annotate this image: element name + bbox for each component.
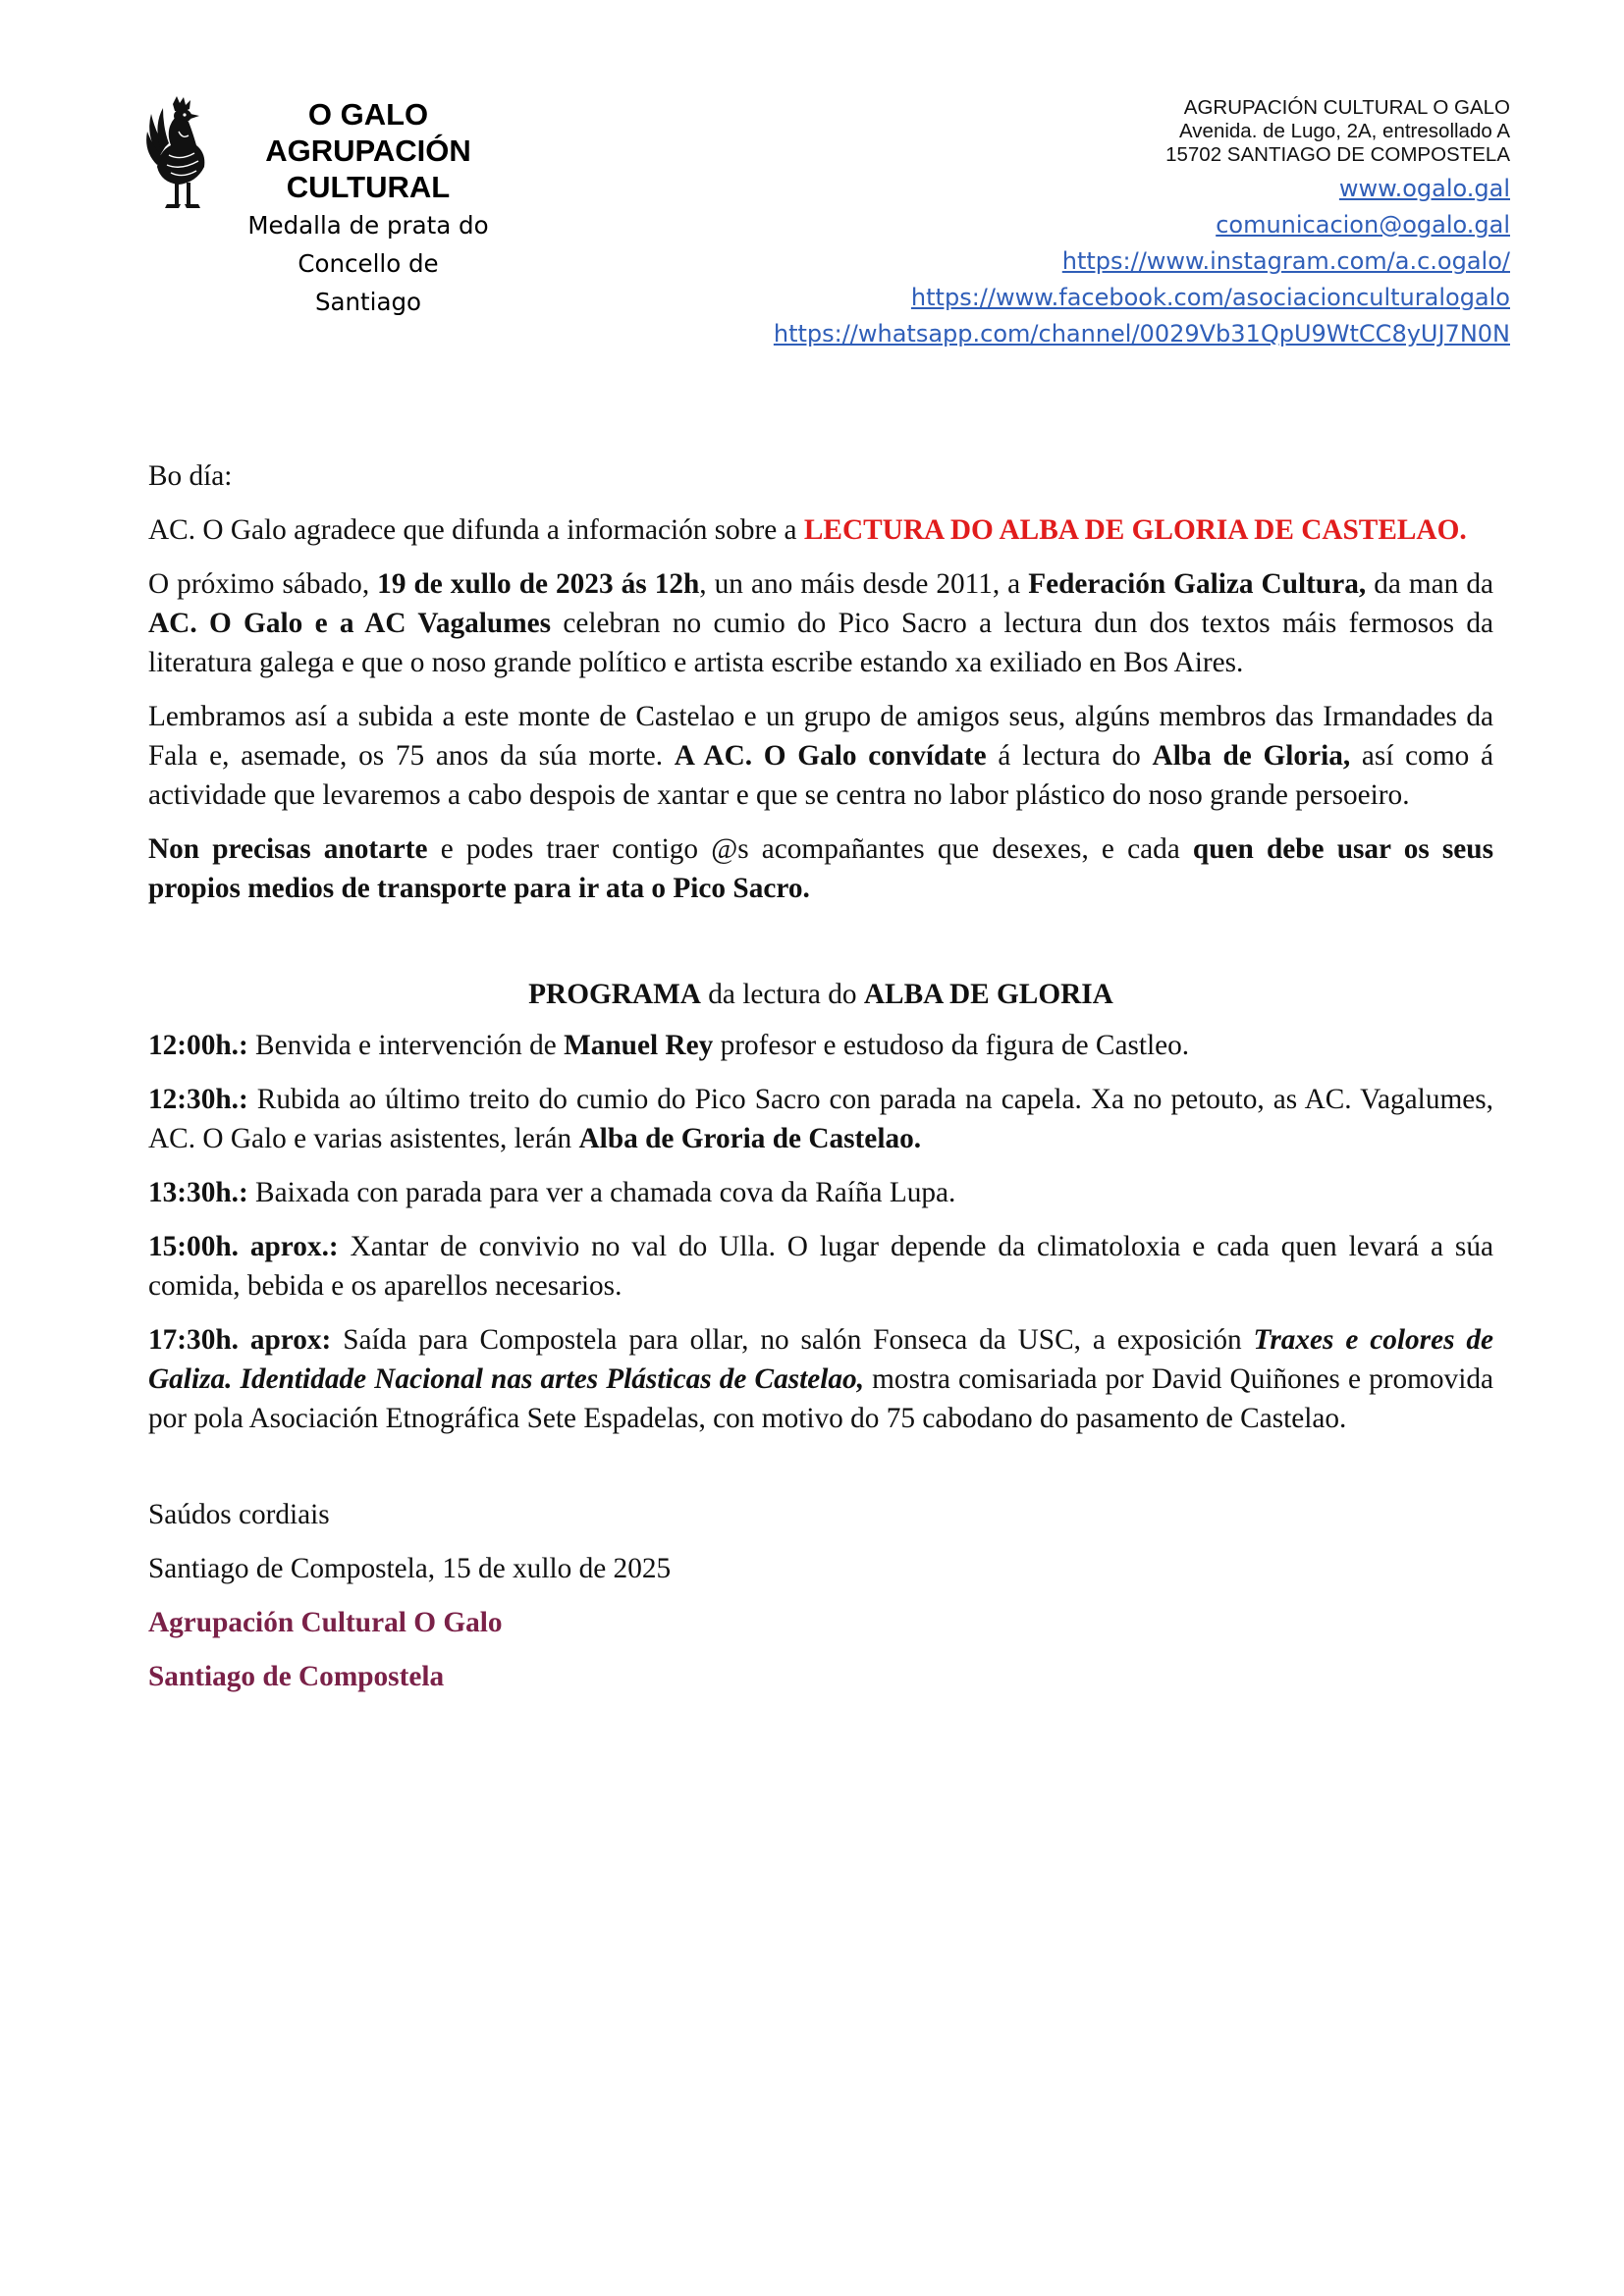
transport-notice: quen debe usar os seus propios medios de transporte para ir ata o Pico Sacro. — [148, 833, 1494, 904]
invitation-text: A AC. O Galo convídate — [674, 740, 987, 772]
instagram-link[interactable]: https://www.instagram.com/a.c.ogalo/ — [1061, 247, 1510, 275]
no-registration-text: Non precisas anotarte — [148, 833, 428, 865]
event-paragraph — [148, 564, 1493, 682]
programme-work: ALBA DE GLORIA — [863, 979, 1113, 1010]
text-span: e podes traer contigo @s acompañantes que desexes, e cada — [427, 833, 1193, 865]
greeting: Bo día: — [148, 460, 233, 492]
org-subtitle-line: Concello de — [298, 249, 439, 278]
event-date: 19 de xullo de 2023 ás 12h — [377, 568, 700, 600]
address-line: Avenida. de Lugo, 2A, entresollado A — [1179, 120, 1510, 142]
programme-label: PROGRAMA — [528, 979, 701, 1010]
org-name-line: O GALO — [307, 97, 429, 132]
signature-city: Santiago de Compostela — [148, 1661, 445, 1692]
text-span: Benvida e intervención de — [247, 1030, 565, 1061]
schedule-item — [148, 1227, 1493, 1306]
text-span: mostra comisariada por David Quiñones e promovida por pola Asociación Etnográfica Sete Espadelas, con motivo do 75 cabodano do pasamento de Castelao. — [148, 1363, 1493, 1434]
event-title: LECTURA DO ALBA DE GLORIA DE CASTELAO. — [803, 514, 1467, 546]
org-name-line: AGRUPACIÓN — [265, 133, 471, 168]
text-span: Rubida ao último treito do cumio do Pico Sacro con parada na capela. Xa no petouto, as AC. Vagalumes, AC. O Galo e varias asistentes, lerán — [148, 1084, 1493, 1154]
notice-paragraph — [148, 829, 1493, 908]
text-span: da lectura do — [700, 979, 864, 1010]
website-link[interactable]: www.ogalo.gal — [1338, 175, 1510, 202]
exhibition-title: Traxes e colores de Galiza. Identidade Nacional nas artes Plásticas de Castelao, — [148, 1324, 1494, 1395]
letter-body — [148, 456, 1493, 1696]
memory-paragraph — [148, 697, 1493, 815]
speaker-name: Manuel Rey — [564, 1030, 714, 1061]
schedule-time: 17:30h. aprox: — [148, 1324, 332, 1356]
date-line: Santiago de Compostela, 15 de xullo de 2025 — [148, 1553, 672, 1584]
contact-block — [626, 96, 1510, 352]
org-subtitle-line: Medalla de prata do — [247, 211, 489, 240]
text-span: , un ano máis desde 2011, a — [699, 568, 1029, 600]
schedule-time: 12:00h.: — [148, 1030, 248, 1061]
schedule-time: 13:30h.: — [148, 1177, 248, 1208]
text-span: Saída para Compostela para ollar, no salón Fonseca da USC, a exposición — [331, 1324, 1254, 1356]
text-span: Baixada con parada para ver a chamada cova da Raíña Lupa. — [247, 1177, 956, 1208]
federation-name: Federación Galiza Cultura, — [1028, 568, 1367, 600]
text-span: á lectura do — [986, 740, 1153, 772]
text-span: así como á actividade que levaremos a cabo despois de xantar e que se centra no labor plástico do noso grande persoeiro. — [148, 740, 1493, 811]
address-line: 15702 SANTIAGO DE COMPOSTELA — [1165, 143, 1510, 166]
schedule-item — [148, 1320, 1493, 1438]
text-span: da man da — [1366, 568, 1493, 600]
signature-org: Agrupación Cultural O Galo — [148, 1607, 503, 1638]
facebook-link[interactable]: https://www.facebook.com/asociacionculturalogalo — [910, 284, 1510, 311]
text-span: profesor e estudoso da figura de Castleo. — [713, 1030, 1190, 1061]
intro-text: AC. O Galo agradece que difunda a información sobre a — [148, 514, 804, 546]
org-name-line: CULTURAL — [286, 170, 451, 204]
intro-paragraph — [148, 510, 1493, 550]
text-span: Xantar de convivio no val do Ulla. O lugar depende da climatoloxia e cada quen levará a súa comida, bebida e os aparellos necesarios. — [148, 1231, 1493, 1302]
org-subtitle-line: Santiago — [314, 288, 422, 316]
email-link[interactable]: comunicacion@ogalo.gal — [1216, 211, 1510, 239]
work-title: Alba de Gloria, — [1152, 740, 1351, 772]
schedule-time: 15:00h. aprox.: — [148, 1231, 339, 1262]
schedule-item — [148, 1080, 1493, 1158]
associations-name: AC. O Galo e a AC Vagalumes — [148, 608, 552, 639]
schedule-item — [148, 1026, 1493, 1065]
schedule-time: 12:30h.: — [148, 1084, 248, 1115]
whatsapp-link[interactable]: https://whatsapp.com/channel/0029Vb31QpU9WtCC8yUJ7N0N — [773, 320, 1510, 347]
org-name-block — [236, 96, 501, 320]
address-line: AGRUPACIÓN CULTURAL O GALO — [1183, 96, 1510, 119]
schedule-item — [148, 1173, 1493, 1212]
text-span: O próximo sábado, — [148, 568, 378, 600]
programme-heading — [148, 975, 1493, 1014]
text-span: celebran no cumio do Pico Sacro a lectura dun dos textos máis fermosos da literatura galega e que o noso grande político e artista escribe estando xa exiliado en Bos Aires. — [148, 608, 1493, 678]
rooster-icon — [145, 96, 224, 216]
regards-line: Saúdos cordiais — [148, 1499, 330, 1530]
text-span: Lembramos así a subida a este monte de Castelao e un grupo de amigos seus, algúns membros das Irmandades da Fala e, asemade, os 75 anos da súa morte. — [148, 701, 1493, 772]
reading-title: Alba de Groria de Castelao. — [578, 1123, 922, 1154]
